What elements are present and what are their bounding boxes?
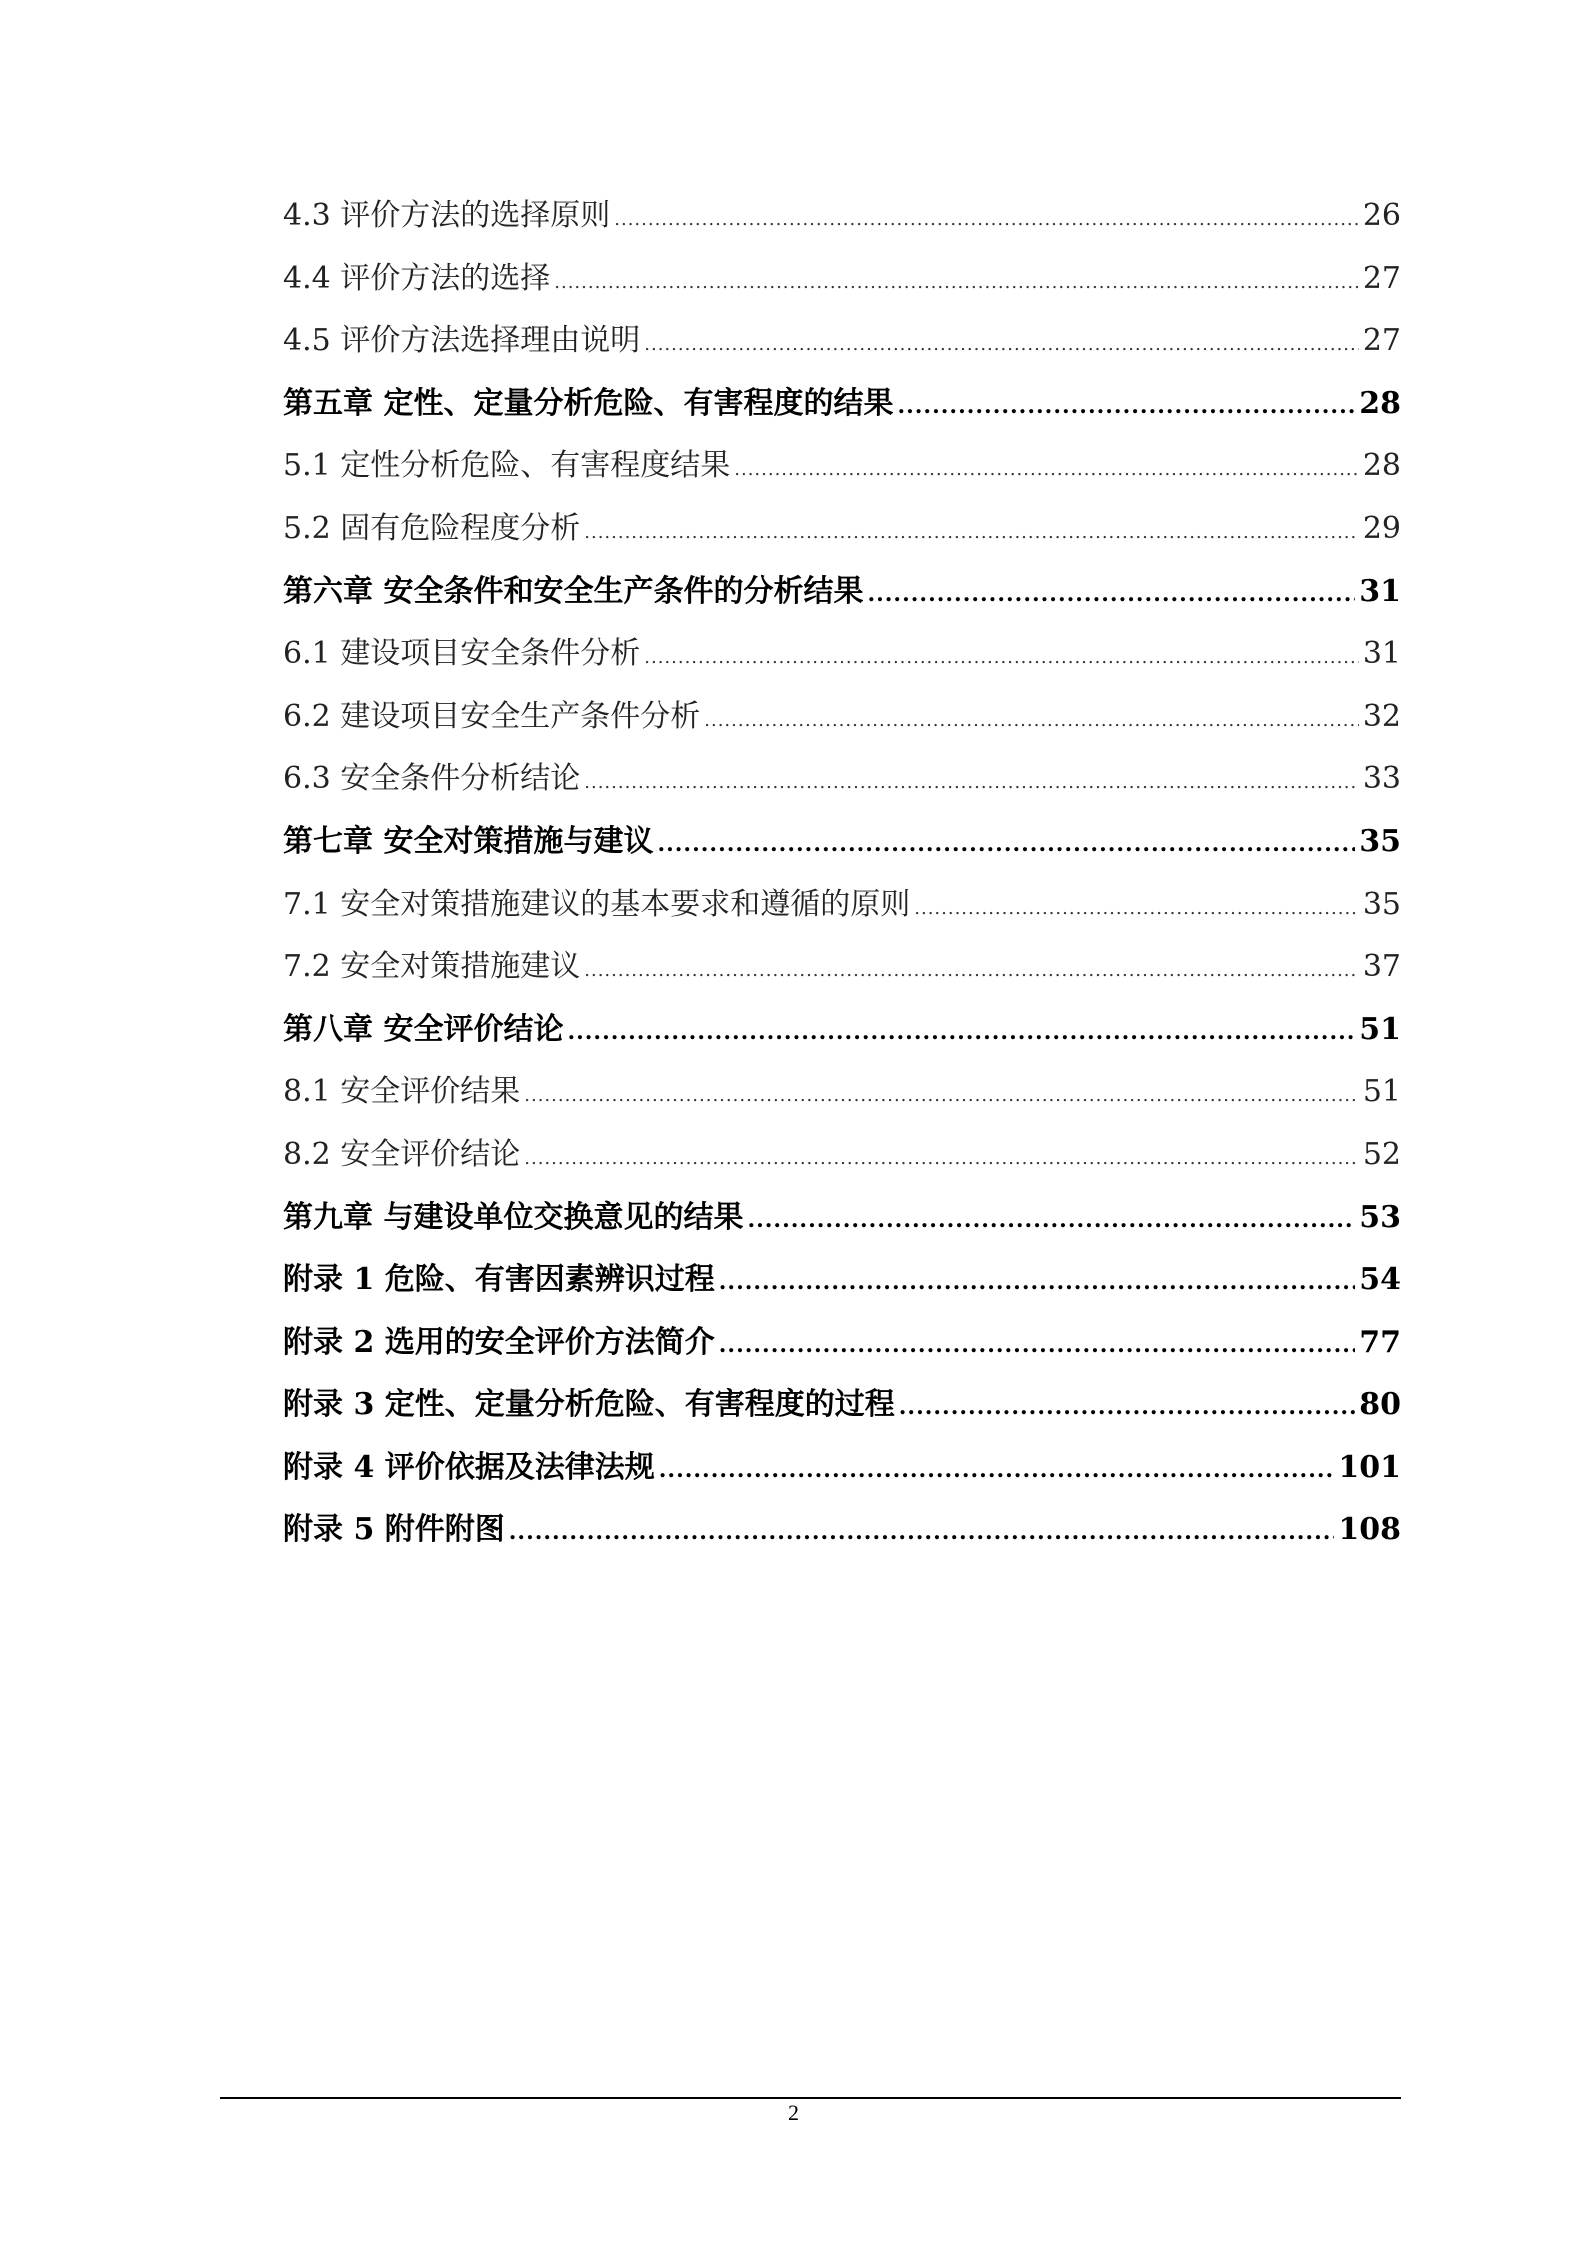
toc-entry-title: 6.2 建设项目安全生产条件分析 [283,698,701,734]
toc-entry-4-5[interactable] [283,310,1401,373]
toc-leader-dots [584,940,1359,1003]
toc-entry-title: 第六章 安全条件和安全生产条件的分析结果 [283,573,864,609]
toc-entry-appendix-5[interactable] [283,1499,1401,1562]
toc-leader-dots [719,1314,1355,1377]
toc-entry-chapter-5[interactable] [283,373,1401,436]
toc-leader-dots [914,878,1359,941]
toc-entry-title: 附录 1 危险、有害因素辨识过程 [283,1262,715,1298]
toc-entry-page: 80 [1359,1387,1401,1423]
toc-entry-title: 5.1 定性分析危险、有害程度结果 [283,448,731,484]
toc-leader-dots [657,813,1355,876]
toc-entry-page: 37 [1362,949,1401,985]
toc-entry-title: 6.1 建设项目安全条件分析 [283,636,641,672]
toc-entry-chapter-9[interactable] [283,1187,1401,1250]
toc-leader-dots [509,1501,1335,1564]
toc-entry-title: 8.1 安全评价结果 [283,1074,521,1110]
toc-entry-title: 附录 3 定性、定量分析危险、有害程度的过程 [283,1387,895,1423]
toc-entry-appendix-4[interactable] [283,1437,1401,1500]
toc-entry-page: 35 [1362,886,1401,922]
toc-entry-page: 54 [1359,1262,1401,1298]
toc-entry-title: 附录 5 附件附图 [283,1512,505,1548]
toc-entry-6-3[interactable] [283,748,1401,811]
toc-entry-title: 6.3 安全条件分析结论 [283,761,581,797]
toc-leader-dots [614,189,1359,252]
toc-entry-page: 33 [1362,761,1401,797]
toc-leader-dots [747,1189,1355,1252]
toc-entry-page: 31 [1362,636,1401,672]
toc-entry-page: 51 [1359,1011,1401,1047]
toc-entry-7-1[interactable] [283,874,1401,937]
toc-entry-page: 27 [1362,323,1401,359]
toc-leader-dots [584,502,1359,565]
table-of-contents [283,185,1401,1562]
toc-leader-dots [554,252,1359,315]
toc-entry-title: 第九章 与建设单位交换意见的结果 [283,1199,744,1235]
toc-entry-page: 108 [1338,1512,1401,1548]
toc-entry-page: 77 [1359,1324,1401,1360]
toc-entry-chapter-6[interactable] [283,561,1401,624]
toc-leader-dots [659,1439,1335,1502]
toc-entry-page: 32 [1362,698,1401,734]
toc-leader-dots [584,752,1359,815]
toc-entry-6-2[interactable] [283,686,1401,749]
toc-leader-dots [734,439,1359,502]
toc-entry-7-2[interactable] [283,936,1401,999]
toc-entry-5-2[interactable] [283,498,1401,561]
toc-entry-title: 4.4 评价方法的选择 [283,260,551,296]
toc-entry-page: 27 [1362,260,1401,296]
toc-leader-dots [899,1376,1355,1439]
toc-entry-title: 5.2 固有危险程度分析 [283,510,581,546]
toc-entry-page: 52 [1362,1136,1401,1172]
toc-entry-chapter-8[interactable] [283,999,1401,1062]
toc-entry-title: 4.3 评价方法的选择原则 [283,198,611,233]
toc-leader-dots [524,1065,1359,1128]
toc-entry-appendix-2[interactable] [283,1312,1401,1375]
toc-leader-dots [867,563,1355,626]
toc-entry-title: 8.2 安全评价结论 [283,1136,521,1172]
toc-entry-page: 29 [1362,510,1401,546]
toc-leader-dots [897,375,1355,438]
toc-entry-4-3[interactable] [283,185,1401,248]
toc-entry-appendix-3[interactable] [283,1374,1401,1437]
footer-divider [220,2097,1401,2099]
toc-entry-page: 31 [1359,573,1401,609]
toc-leader-dots [644,314,1359,377]
toc-leader-dots [567,1001,1355,1064]
page-number: 2 [788,2100,799,2125]
toc-entry-title: 附录 2 选用的安全评价方法简介 [283,1324,715,1360]
toc-entry-title: 第八章 安全评价结论 [283,1011,564,1047]
toc-entry-page: 101 [1338,1449,1401,1485]
toc-leader-dots [644,627,1359,690]
toc-leader-dots [719,1251,1355,1314]
toc-entry-title: 7.1 安全对策措施建议的基本要求和遵循的原则 [283,886,911,922]
toc-leader-dots [524,1128,1359,1191]
toc-entry-page: 28 [1362,448,1401,484]
toc-leader-dots [704,690,1359,753]
toc-entry-page: 28 [1359,385,1401,421]
toc-entry-title: 7.2 安全对策措施建议 [283,949,581,985]
toc-entry-6-1[interactable] [283,623,1401,686]
toc-entry-page: 26 [1362,198,1401,233]
toc-entry-title: 附录 4 评价依据及法律法规 [283,1449,655,1485]
toc-entry-page: 35 [1359,823,1401,859]
toc-entry-chapter-7[interactable] [283,811,1401,874]
toc-entry-4-4[interactable] [283,248,1401,311]
toc-entry-title: 第七章 安全对策措施与建议 [283,823,654,859]
toc-entry-5-1[interactable] [283,435,1401,498]
toc-entry-title: 第五章 定性、定量分析危险、有害程度的结果 [283,385,894,421]
toc-entry-page: 53 [1359,1199,1401,1235]
toc-entry-appendix-1[interactable] [283,1249,1401,1312]
toc-entry-8-1[interactable] [283,1061,1401,1124]
toc-entry-page: 51 [1362,1074,1401,1110]
toc-entry-8-2[interactable] [283,1124,1401,1187]
toc-entry-title: 4.5 评价方法选择理由说明 [283,323,641,359]
